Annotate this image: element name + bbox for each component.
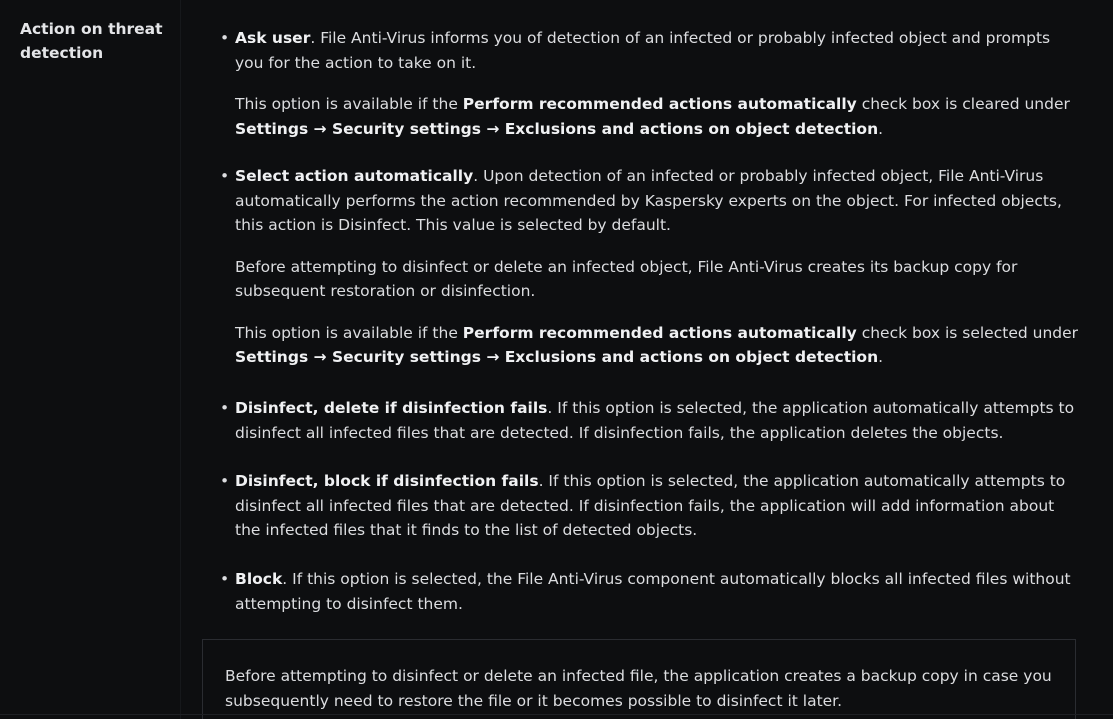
option-disinfect-delete [220,396,1080,469]
option-block [220,567,1080,617]
column-divider [180,0,181,719]
bullet-icon: • [220,167,230,185]
setting-description [220,26,1080,617]
backup-note-text: Before attempting to disinfect or delete an infected file, the application creates a backup copy in case you subsequently need to restore the file or it becomes possible to disinfect it later. [225,667,1052,710]
options-list [220,26,1080,617]
bullet-icon: • [220,472,230,490]
option-title: Disinfect, delete if disinfection fails [235,399,548,417]
option-note: This option is available if the Perform recommended actions automatically check box is cleared under Settings → Security settings → Exclusions and actions on object detection. [235,95,1070,138]
option-text: Ask user. File Anti-Virus informs you of detection of an infected or probably infected object and prompts you for the action to take on it. [235,29,1051,72]
option-text: Disinfect, block if disinfection fails. If this option is selected, the application automatically attempts to disinfect all infected files that are detected. If disinfection fails, the application will add information about the infected files that it finds to the list of detected objects. [235,472,1066,539]
option-title: Block [235,570,283,588]
backup-note-box [202,639,1076,719]
bullet-icon: • [220,29,230,47]
option-note: This option is available if the Perform recommended actions automatically check box is selected under Settings → Security settings → Exclusions and actions on object detection. [235,323,1079,366]
option-title: Select action automatically [235,167,474,185]
option-title: Disinfect, block if disinfection fails [235,472,539,490]
bullet-icon: • [220,570,230,588]
option-disinfect-block [220,469,1080,567]
option-select-action-automatically [220,164,1080,396]
table-row-border [0,714,1113,715]
option-title: Ask user [235,29,311,47]
bullet-icon: • [220,399,230,417]
setting-label: Action on threat detection [20,20,163,62]
settings-path: Settings → Security settings → Exclusions and actions on object detection [235,348,879,366]
option-extra: Before attempting to disinfect or delete an infected object, File Anti-Virus creates its backup copy for subsequent restoration or disinfection. [235,257,1018,300]
option-text: Disinfect, delete if disinfection fails. If this option is selected, the application automatically attempts to disinfect all infected files that are detected. If disinfection fails, the application deletes the objects. [235,399,1075,442]
option-text: Block. If this option is selected, the File Anti-Virus component automatically blocks all infected files without attempting to disinfect them. [235,570,1071,613]
option-ask-user [220,26,1080,164]
option-text: Select action automatically. Upon detection of an infected or probably infected object, File Anti-Virus automatically performs the action recommended by Kaspersky experts on the object. For infected objects, this action is Disinfect. This value is selected by default. [235,167,1062,234]
settings-path: Settings → Security settings → Exclusions and actions on object detection [235,119,879,138]
